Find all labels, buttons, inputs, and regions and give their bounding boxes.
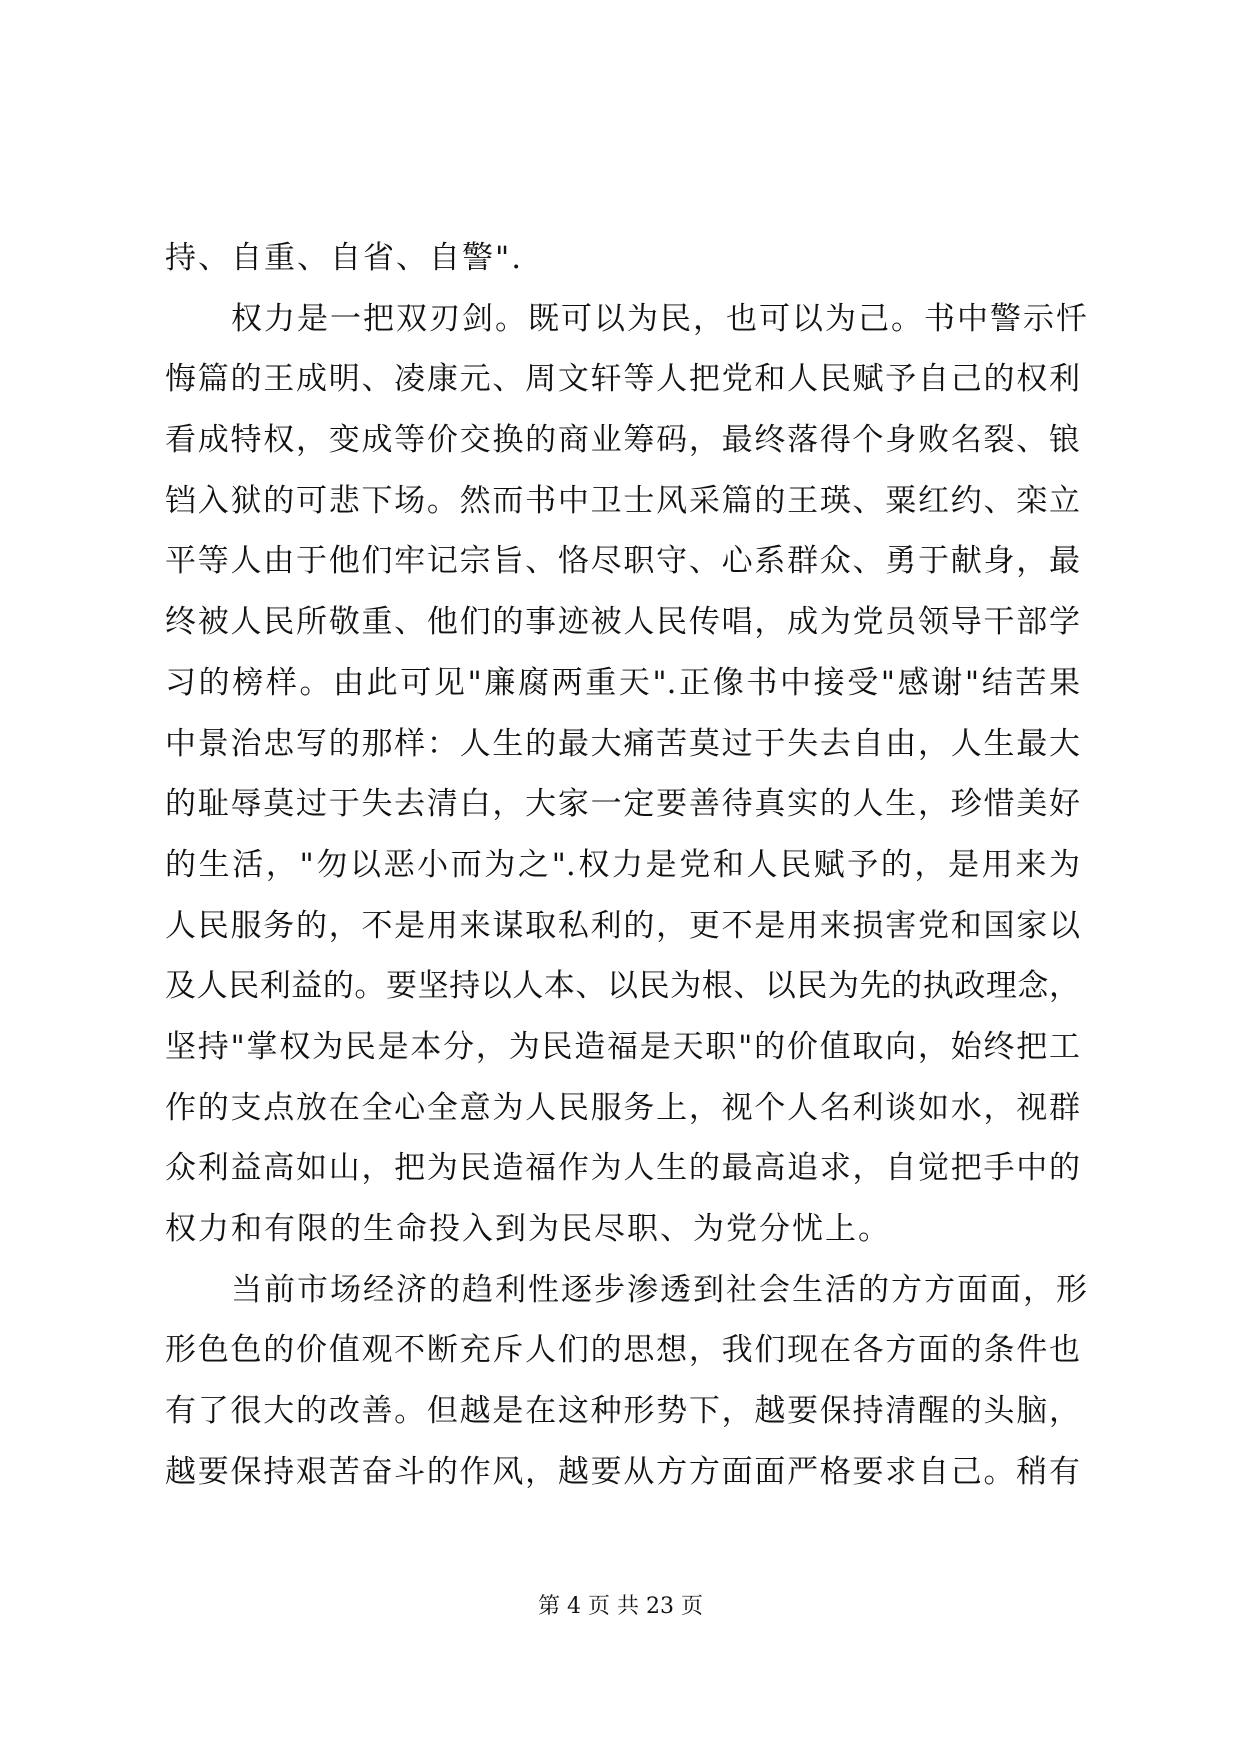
text-line: 作的支点放在全心全意为人民服务上，视个人名利谈如水，视群 [165,1089,1080,1126]
text-line: 权力是一把双刃剑。既可以为民，也可以为己。书中警示忏 [165,300,1089,337]
text-line: 权力和有限的生命投入到为民尽职、为党分忧上。 [165,1211,891,1247]
text-line: 形色色的价值观不断充斥人们的思想，我们现在各方面的条件也 [165,1332,1080,1369]
text-line: 持、自重、自省、自警". [165,240,524,276]
text-line: 的生活，"勿以恶小而为之".权力是党和人民赋予的，是用来为 [165,846,1080,883]
text-line: 众利益高如山，把为民造福作为人生的最高追求，自觉把手中的 [165,1150,1080,1187]
text-line: 有了很大的改善。但越是在这种形势下，越要保持清醒的头脑， [165,1393,1080,1430]
text-line: 悔篇的王成明、凌康元、周文轩等人把党和人民赋予自己的权利 [165,361,1080,398]
page-footer: 第 4 页 共 23 页 [538,1594,703,1619]
text-line: 铛入狱的可悲下场。然而书中卫士风采篇的王瑛、粟红约、栾立 [165,482,1080,519]
text-line: 平等人由于他们牢记宗旨、恪尽职守、心系群众、勇于献身，最 [165,543,1080,580]
text-line: 坚持"掌权为民是本分，为民造福是天职"的价值取向，始终把工 [165,1028,1080,1065]
text-line: 及人民利益的。要坚持以人本、以民为根、以民为先的执政理念， [165,968,1080,1005]
text-line: 当前市场经济的趋利性逐步渗透到社会生活的方方面面，形 [165,1271,1089,1308]
text-line: 中景治忠写的那样：人生的最大痛苦莫过于失去自由，人生最大 [165,725,1080,762]
text-line: 终被人民所敬重、他们的事迹被人民传唱，成为党员领导干部学 [165,604,1080,641]
text-line: 越要保持艰苦奋斗的作风，越要从方方面面严格要求自己。稍有 [165,1453,1080,1490]
text-line: 习的榜样。由此可见"廉腐两重天".正像书中接受"感谢"结苦果 [165,664,1080,701]
text-line: 的耻辱莫过于失去清白，大家一定要善待真实的人生，珍惜美好 [165,786,1080,823]
body-text [165,228,1089,1502]
text-line: 看成特权，变成等价交换的商业筹码，最终落得个身败名裂、锒 [165,422,1080,459]
text-line: 人民服务的，不是用来谋取私利的，更不是用来损害党和国家以 [165,907,1080,944]
